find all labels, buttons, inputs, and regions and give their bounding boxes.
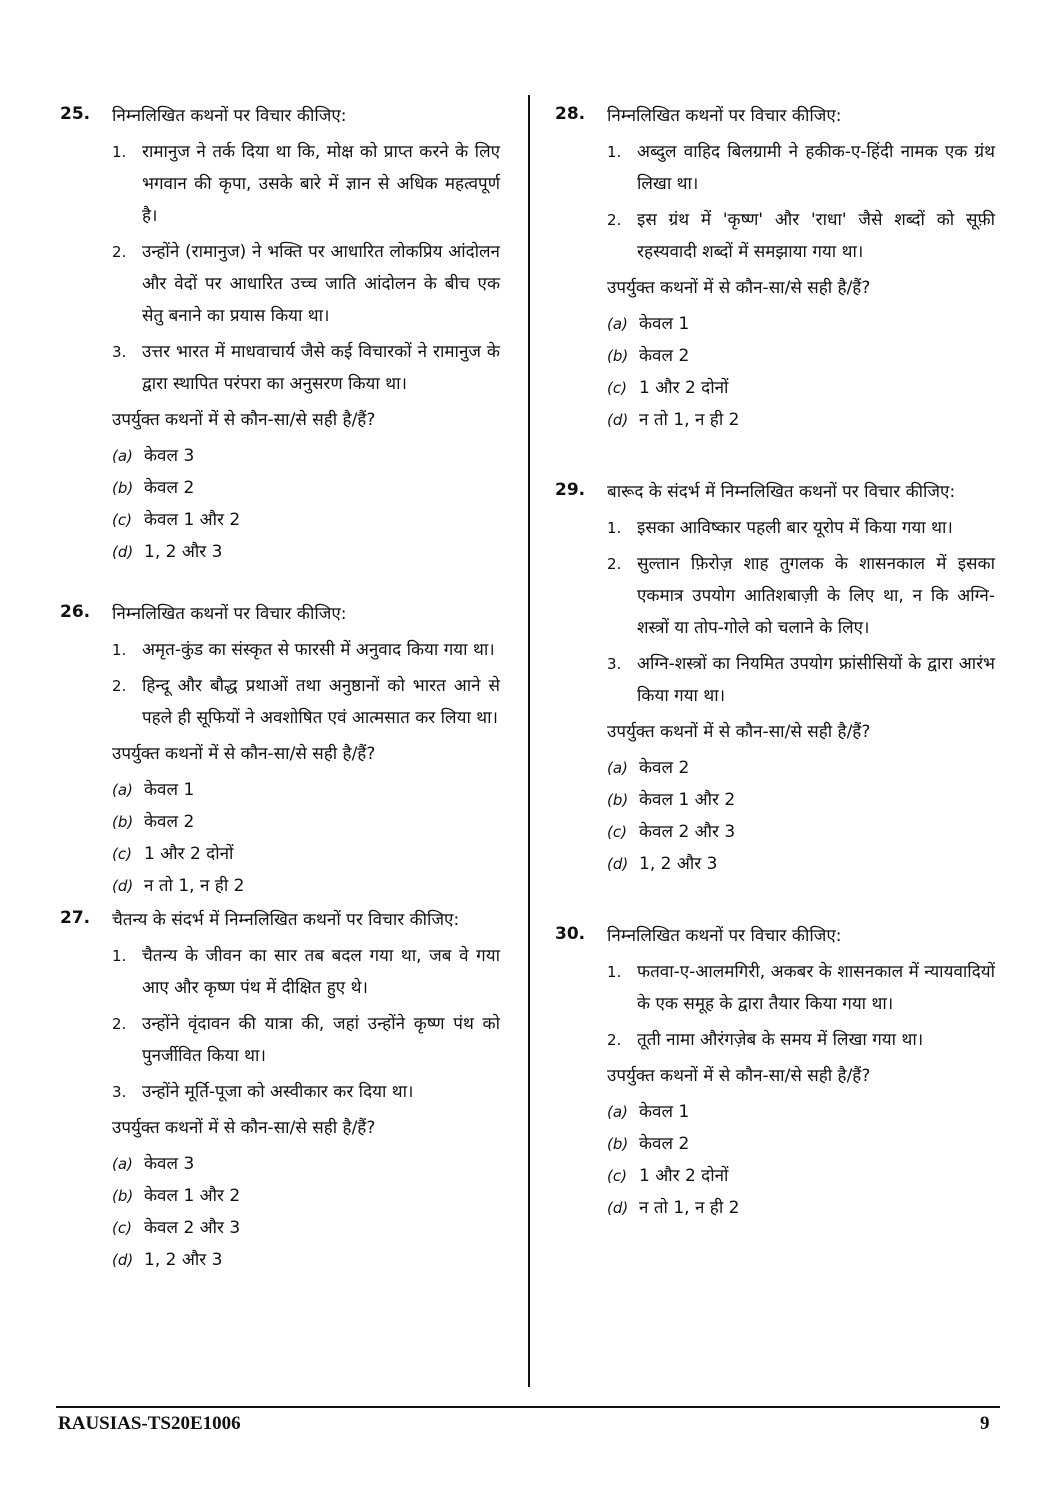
option-c: (c) केवल 2 और 3 [112,1218,241,1238]
option-a: (a) केवल 2 [607,758,690,778]
question-number: 26. [60,602,91,622]
statement: 2. उन्होंने (रामानुज) ने भक्ति पर आधारित लोकप्रिय आंदोलन और वेदों पर आधारित उच्च जाति आंदोलन के बीच एक सेतु बनाने का प्रयास किया था। [112,242,500,326]
question-27 [60,904,500,1276]
statement: 2. तूती नामा औरंगज़ेब के समय में लिखा गया था। [607,1030,924,1050]
question-number: 29. [555,480,586,500]
option-b: (b) केवल 2 [112,812,195,832]
column-divider [528,95,530,1387]
option-c: (c) 1 और 2 दोनों [607,1166,729,1186]
question-stem: बारूद के संदर्भ में निम्नलिखित कथनों पर विचार कीजिए: [607,482,956,502]
statement: 1. रामानुज ने तर्क दिया था कि, मोक्ष को प्राप्त करने के लिए भगवान की कृपा, उसके बारे में ज्ञान से अधिक महत्वपूर्ण है। [112,142,500,226]
statement: 1. फतवा-ए-आलमगिरी, अकबर के शासनकाल में न्यायवादियों के एक समूह के द्वारा तैयार किया गया था। [607,962,995,1014]
option-b: (b) केवल 2 [607,346,690,366]
statement: 1. अमृत-कुंड का संस्कृत से फारसी में अनुवाद किया गया था। [112,640,495,660]
option-b: (b) केवल 2 [112,478,195,498]
statement: 1. अब्दुल वाहिद बिलग्रामी ने हकीक-ए-हिंदी नामक एक ग्रंथ लिखा था। [607,142,995,194]
statement: 3. अग्नि-शस्त्रों का नियमित उपयोग फ्रांसीसियों के द्वारा आरंभ किया गया था। [607,654,995,706]
option-a: (a) केवल 3 [112,446,195,466]
question-26 [60,598,500,902]
question-stem: निम्नलिखित कथनों पर विचार कीजिए: [607,926,842,946]
statement: 1. चैतन्य के जीवन का सार तब बदल गया था, जब वे गया आए और कृष्ण पंथ में दीक्षित हुए थे। [112,946,500,998]
option-d: (d) न तो 1, न ही 2 [112,876,245,896]
question-ask: उपर्युक्त कथनों में से कौन-सा/से सही है/हैं? [607,722,871,742]
option-a: (a) केवल 1 [607,1102,690,1122]
option-b: (b) केवल 1 और 2 [607,790,736,810]
question-stem: निम्नलिखित कथनों पर विचार कीजिए: [607,106,842,126]
question-stem: निम्नलिखित कथनों पर विचार कीजिए: [112,604,347,624]
question-ask: उपर्युक्त कथनों में से कौन-सा/से सही है/हैं? [607,1066,871,1086]
footer-code: RAUSIAS-TS20E1006 [58,1413,241,1434]
question-number: 30. [555,924,586,944]
option-b: (b) केवल 2 [607,1134,690,1154]
statement: 2. इस ग्रंथ में 'कृष्ण' और 'राधा' जैसे शब्दों को सूफ़ी रहस्यवादी शब्दों में समझाया गया था। [607,210,995,262]
option-a: (a) केवल 1 [607,314,690,334]
question-ask: उपर्युक्त कथनों में से कौन-सा/से सही है/हैं? [607,278,871,298]
left-column [60,100,500,1276]
option-d: (d) न तो 1, न ही 2 [607,1198,740,1218]
option-d: (d) 1, 2 और 3 [112,1250,223,1270]
statement: 2. हिन्दू और बौद्ध प्रथाओं तथा अनुष्ठानों को भारत आने से पहले ही सूफियों ने अवशोषित एवं आत्मसात कर लिया था। [112,676,500,728]
question-ask: उपर्युक्त कथनों में से कौन-सा/से सही है/हैं? [112,1118,376,1138]
option-c: (c) केवल 1 और 2 [112,510,241,530]
right-column [555,100,995,1224]
question-ask: उपर्युक्त कथनों में से कौन-सा/से सही है/हैं? [112,744,376,764]
question-number: 25. [60,104,91,124]
option-d: (d) न तो 1, न ही 2 [607,410,740,430]
option-c: (c) केवल 2 और 3 [607,822,736,842]
statement: 3. उत्तर भारत में माधवाचार्य जैसे कई विचारकों ने रामानुज के द्वारा स्थापित परंपरा का अनुसरण किया था। [112,342,500,394]
option-c: (c) 1 और 2 दोनों [112,844,234,864]
question-30 [555,920,995,1224]
footer-rule [56,1406,1000,1408]
option-a: (a) केवल 3 [112,1154,195,1174]
option-c: (c) 1 और 2 दोनों [607,378,729,398]
statement: 3. उन्होंने मूर्ति-पूजा को अस्वीकार कर दिया था। [112,1082,414,1102]
statement: 2. उन्होंने वृंदावन की यात्रा की, जहां उन्होंने कृष्ण पंथ को पुनर्जीवित किया था। [112,1014,500,1066]
option-b: (b) केवल 1 और 2 [112,1186,241,1206]
question-28 [555,100,995,436]
option-a: (a) केवल 1 [112,780,195,800]
question-ask: उपर्युक्त कथनों में से कौन-सा/से सही है/हैं? [112,410,376,430]
question-stem: निम्नलिखित कथनों पर विचार कीजिए: [112,106,347,126]
statement: 1. इसका आविष्कार पहली बार यूरोप में किया गया था। [607,518,953,538]
question-stem: चैतन्य के संदर्भ में निम्नलिखित कथनों पर विचार कीजिए: [112,910,460,930]
option-d: (d) 1, 2 और 3 [607,854,718,874]
question-25 [60,100,500,568]
question-number: 27. [60,908,91,928]
question-number: 28. [555,104,586,124]
question-29 [555,476,995,880]
statement: 2. सुल्तान फ़िरोज़ शाह तुगलक के शासनकाल में इसका एकमात्र उपयोग आतिशबाज़ी के लिए था, न कि अग्नि-शस्त्रों या तोप-गोले को चलाने के लिए। [607,554,995,638]
page-number: 9 [980,1413,990,1434]
option-d: (d) 1, 2 और 3 [112,542,223,562]
